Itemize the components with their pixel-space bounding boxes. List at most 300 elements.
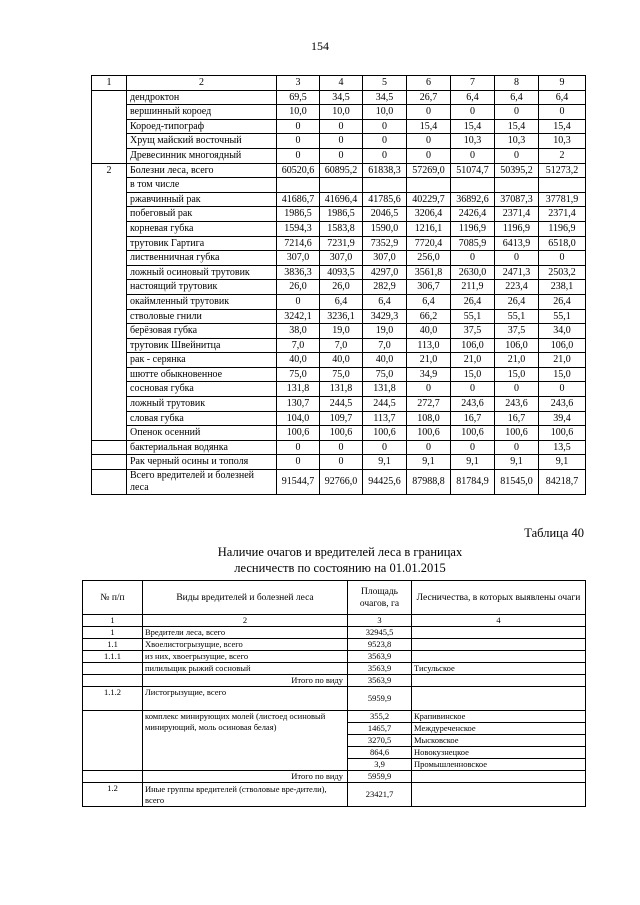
row-area: 5959,9 <box>348 687 412 711</box>
table-row <box>92 338 586 353</box>
row-value: 0 <box>495 105 539 120</box>
row-value: 0 <box>451 251 495 266</box>
row-value: 10,3 <box>495 134 539 149</box>
row-value: 7720,4 <box>407 236 451 251</box>
row-value: 41686,7 <box>277 192 320 207</box>
table-row <box>92 470 586 495</box>
row-value: 244,5 <box>363 397 407 412</box>
row-value: 9,1 <box>451 455 495 470</box>
table-header-row <box>83 581 586 615</box>
row-value: 51273,2 <box>539 163 586 178</box>
row-value: 26,0 <box>320 280 363 295</box>
row-value: 0 <box>407 134 451 149</box>
row-value: 100,6 <box>320 426 363 441</box>
table-cell: 1 <box>83 615 143 627</box>
row-label: словая губка <box>127 411 277 426</box>
row-value: 0 <box>451 148 495 163</box>
row-value: 4297,0 <box>363 265 407 280</box>
row-value: 15,0 <box>451 367 495 382</box>
row-value: 60520,6 <box>277 163 320 178</box>
row-forestry: Новокузнецкое <box>412 747 586 759</box>
row-value: 100,6 <box>539 426 586 441</box>
row-value: 0 <box>539 105 586 120</box>
row-value: 38,0 <box>277 324 320 339</box>
row-value <box>320 178 363 193</box>
row-value: 3242,1 <box>277 309 320 324</box>
row-value: 69,5 <box>277 90 320 105</box>
row-value: 13,5 <box>539 440 586 455</box>
table-row <box>92 251 586 266</box>
row-number: 1.2 <box>83 783 143 807</box>
row-value: 100,6 <box>277 426 320 441</box>
row-area: 32945,5 <box>348 627 412 639</box>
row-value: 55,1 <box>451 309 495 324</box>
row-value: 108,0 <box>407 411 451 426</box>
row-value: 0 <box>451 440 495 455</box>
table-row <box>92 119 586 134</box>
row-value: 0 <box>320 148 363 163</box>
row-value <box>363 178 407 193</box>
row-value: 0 <box>495 382 539 397</box>
row-value: 37,5 <box>495 324 539 339</box>
row-value: 0 <box>407 382 451 397</box>
row-value: 55,1 <box>539 309 586 324</box>
row-label: окаймленный трутовик <box>127 294 277 309</box>
table-row <box>92 309 586 324</box>
row-value: 244,5 <box>320 397 363 412</box>
table-row <box>92 90 586 105</box>
row-value: 10,3 <box>451 134 495 149</box>
table-row <box>92 294 586 309</box>
row-label: ржавчинный рак <box>127 192 277 207</box>
row-value: 50395,2 <box>495 163 539 178</box>
row-value: 6,4 <box>407 294 451 309</box>
header-cell: 1 <box>92 76 127 91</box>
row-label: трутовик Швейнитца <box>127 338 277 353</box>
table-row <box>92 280 586 295</box>
row-value: 0 <box>407 440 451 455</box>
header-area: Площадь очагов, га <box>348 581 412 615</box>
row-value: 6,4 <box>363 294 407 309</box>
row-value: 40229,7 <box>407 192 451 207</box>
table-row <box>92 148 586 163</box>
row-area: 3,9 <box>348 759 412 771</box>
row-value: 0 <box>320 134 363 149</box>
row-value: 0 <box>539 251 586 266</box>
row-value: 113,0 <box>407 338 451 353</box>
header-cell: 4 <box>320 76 363 91</box>
row-value: 3429,3 <box>363 309 407 324</box>
row-value: 10,0 <box>320 105 363 120</box>
row-value: 0 <box>320 455 363 470</box>
row-value: 15,4 <box>495 119 539 134</box>
row-number: 1.1.1 <box>83 651 143 663</box>
row-value: 36892,6 <box>451 192 495 207</box>
row-area: 3563,9 <box>348 675 412 687</box>
table-row <box>92 411 586 426</box>
row-value: 6,4 <box>320 294 363 309</box>
row-forestry <box>412 639 586 651</box>
row-value: 131,8 <box>277 382 320 397</box>
row-label: Короед-типограф <box>127 119 277 134</box>
group-index <box>92 440 127 455</box>
row-value: 307,0 <box>363 251 407 266</box>
row-value: 15,0 <box>495 367 539 382</box>
table-title-line1: Наличие очагов и вредителей леса в границах <box>217 545 463 559</box>
row-value: 37,5 <box>451 324 495 339</box>
row-value: 61838,3 <box>363 163 407 178</box>
row-value: 100,6 <box>451 426 495 441</box>
row-label: побеговый рак <box>127 207 277 222</box>
row-area: 23421,7 <box>348 783 412 807</box>
row-label: вершинный корoед <box>127 105 277 120</box>
row-label: Болезни леса, всего <box>127 163 277 178</box>
row-name: пилильщик рыжий сосновый <box>143 663 348 675</box>
row-value: 60895,2 <box>320 163 363 178</box>
row-value: 55,1 <box>495 309 539 324</box>
table-row <box>92 455 586 470</box>
row-name: Иные группы вредителей (стволовые вре-дители), всего <box>143 783 348 807</box>
row-value: 238,1 <box>539 280 586 295</box>
row-value: 272,7 <box>407 397 451 412</box>
row-value: 19,0 <box>363 324 407 339</box>
page-number: 154 <box>311 39 329 53</box>
group-index <box>92 455 127 470</box>
row-value: 26,4 <box>495 294 539 309</box>
row-forestry <box>412 783 586 807</box>
row-value <box>451 178 495 193</box>
header-num: № п/п <box>83 581 143 615</box>
row-value: 0 <box>277 148 320 163</box>
row-value: 2503,2 <box>539 265 586 280</box>
row-label: в том числе <box>127 178 277 193</box>
table-caption: Таблица 40 <box>524 526 584 540</box>
row-value: 4093,5 <box>320 265 363 280</box>
table-row <box>92 426 586 441</box>
row-label: дендроктон <box>127 90 277 105</box>
row-label: рак - серянка <box>127 353 277 368</box>
header-cell: 9 <box>539 76 586 91</box>
table-cell: 3 <box>348 615 412 627</box>
table-row <box>92 236 586 251</box>
row-value: 26,4 <box>539 294 586 309</box>
table-row <box>92 324 586 339</box>
row-label: Опенок осенний <box>127 426 277 441</box>
row-value: 0 <box>363 440 407 455</box>
row-value: 10,3 <box>539 134 586 149</box>
header-cell: 7 <box>451 76 495 91</box>
table-row <box>83 675 586 687</box>
row-value: 40,0 <box>407 324 451 339</box>
table-row <box>83 771 586 783</box>
row-value: 211,9 <box>451 280 495 295</box>
row-number <box>83 663 143 675</box>
row-value: 2046,5 <box>363 207 407 222</box>
row-value: 131,8 <box>320 382 363 397</box>
row-value: 26,7 <box>407 90 451 105</box>
group-index: 2 <box>92 163 127 440</box>
row-value: 256,0 <box>407 251 451 266</box>
row-label: шютте обыкновенное <box>127 367 277 382</box>
row-value: 3561,8 <box>407 265 451 280</box>
row-value: 100,6 <box>495 426 539 441</box>
row-value: 2371,4 <box>539 207 586 222</box>
row-value: 9,1 <box>539 455 586 470</box>
row-value: 15,4 <box>451 119 495 134</box>
row-value: 7085,9 <box>451 236 495 251</box>
row-value: 6,4 <box>539 90 586 105</box>
row-value: 0 <box>539 382 586 397</box>
row-area: 3563,9 <box>348 651 412 663</box>
row-name: Вредители леса, всего <box>143 627 348 639</box>
row-forestry: Промышленновское <box>412 759 586 771</box>
table-row <box>83 615 586 627</box>
group-index <box>92 470 127 495</box>
row-label: сосновая губка <box>127 382 277 397</box>
subtotal-label: Итого по виду <box>143 771 348 783</box>
row-label: берёзовая губка <box>127 324 277 339</box>
row-value: 0 <box>451 382 495 397</box>
row-value: 15,4 <box>539 119 586 134</box>
row-value: 75,0 <box>320 367 363 382</box>
row-value: 6,4 <box>495 90 539 105</box>
row-value: 10,0 <box>363 105 407 120</box>
row-value <box>407 178 451 193</box>
row-value: 1196,9 <box>495 221 539 236</box>
row-value: 0 <box>277 440 320 455</box>
row-value: 21,0 <box>495 353 539 368</box>
row-value: 106,0 <box>495 338 539 353</box>
row-label: ложный осиновый трутовик <box>127 265 277 280</box>
row-name: Хвоелистогрызущие, всего <box>143 639 348 651</box>
row-value: 40,0 <box>320 353 363 368</box>
row-value: 100,6 <box>407 426 451 441</box>
row-name: из них, хвоегрызущие, всего <box>143 651 348 663</box>
total-label: Всего вредителей и болезней леса <box>127 470 277 495</box>
table-row <box>83 651 586 663</box>
table-row <box>92 382 586 397</box>
row-value: 51074,7 <box>451 163 495 178</box>
table-row <box>83 687 586 711</box>
complex-name: комплекс минирующих молей (листоед осиновый минирующий, моль осиновая белая) <box>143 711 348 771</box>
row-value: 104,0 <box>277 411 320 426</box>
row-value: 7,0 <box>363 338 407 353</box>
table-row <box>83 783 586 807</box>
row-value: 1594,3 <box>277 221 320 236</box>
row-area: 9523,8 <box>348 639 412 651</box>
row-value: 40,0 <box>277 353 320 368</box>
row-label: ложный трутовик <box>127 397 277 412</box>
row-value: 34,5 <box>320 90 363 105</box>
row-value <box>495 178 539 193</box>
row-value: 7231,9 <box>320 236 363 251</box>
row-value: 307,0 <box>277 251 320 266</box>
table-row <box>92 221 586 236</box>
row-value: 243,6 <box>451 397 495 412</box>
row-value: 1196,9 <box>451 221 495 236</box>
row-value: 57269,0 <box>407 163 451 178</box>
row-value: 2630,0 <box>451 265 495 280</box>
row-value: 39,4 <box>539 411 586 426</box>
row-value: 0 <box>363 119 407 134</box>
row-value: 1986,5 <box>277 207 320 222</box>
row-value: 2 <box>539 148 586 163</box>
table-row <box>83 627 586 639</box>
pests-diseases-table <box>91 75 586 495</box>
row-value: 1986,5 <box>320 207 363 222</box>
row-value: 16,7 <box>495 411 539 426</box>
row-value: 9,1 <box>495 455 539 470</box>
row-value: 34,5 <box>363 90 407 105</box>
table-row <box>92 353 586 368</box>
row-label: Древесинник многоядный <box>127 148 277 163</box>
row-forestry: Междуреченское <box>412 723 586 735</box>
row-value: 6,4 <box>451 90 495 105</box>
row-value: 0 <box>277 134 320 149</box>
row-forestry: Крапивинское <box>412 711 586 723</box>
row-value: 34,9 <box>407 367 451 382</box>
row-value: 7,0 <box>320 338 363 353</box>
row-area: 864,6 <box>348 747 412 759</box>
row-value: 307,0 <box>320 251 363 266</box>
row-value: 109,7 <box>320 411 363 426</box>
row-value: 0 <box>495 148 539 163</box>
row-value: 3836,3 <box>277 265 320 280</box>
row-value: 130,7 <box>277 397 320 412</box>
row-value: 113,7 <box>363 411 407 426</box>
row-forestry <box>412 771 586 783</box>
row-number: 1 <box>83 627 143 639</box>
row-value: 37087,3 <box>495 192 539 207</box>
row-value: 2371,4 <box>495 207 539 222</box>
row-value: 0 <box>407 105 451 120</box>
row-value: 3236,1 <box>320 309 363 324</box>
row-label: Хрущ майский восточный <box>127 134 277 149</box>
row-forestry <box>412 627 586 639</box>
total-value: 94425,6 <box>363 470 407 495</box>
header-forestries: Лесничества, в которых выявлены очаги <box>412 581 586 615</box>
row-value: 100,6 <box>363 426 407 441</box>
row-value: 0 <box>451 105 495 120</box>
row-value: 41696,4 <box>320 192 363 207</box>
table-row <box>92 178 586 193</box>
row-area: 5959,9 <box>348 771 412 783</box>
row-value: 34,0 <box>539 324 586 339</box>
total-value: 92766,0 <box>320 470 363 495</box>
header-species: Виды вредителей и болезней леса <box>143 581 348 615</box>
row-area: 3563,9 <box>348 663 412 675</box>
table-row <box>92 134 586 149</box>
row-number <box>83 675 143 687</box>
row-value: 282,9 <box>363 280 407 295</box>
total-value: 87988,8 <box>407 470 451 495</box>
row-label: стволовые гнили <box>127 309 277 324</box>
row-value: 16,7 <box>451 411 495 426</box>
row-value: 6518,0 <box>539 236 586 251</box>
row-value: 21,0 <box>539 353 586 368</box>
row-forestry: Тисульское <box>412 663 586 675</box>
row-value: 0 <box>495 251 539 266</box>
row-value: 1583,8 <box>320 221 363 236</box>
table-header-row <box>92 76 586 91</box>
row-value: 9,1 <box>363 455 407 470</box>
row-value: 21,0 <box>407 353 451 368</box>
row-number <box>83 711 143 771</box>
row-value: 75,0 <box>363 367 407 382</box>
table-row <box>92 163 586 178</box>
table-row <box>83 663 586 675</box>
row-label: настоящий трутовик <box>127 280 277 295</box>
row-value: 9,1 <box>407 455 451 470</box>
row-value: 6413,9 <box>495 236 539 251</box>
row-value: 106,0 <box>451 338 495 353</box>
row-value: 21,0 <box>451 353 495 368</box>
total-value: 81545,0 <box>495 470 539 495</box>
table-row <box>92 207 586 222</box>
table-row <box>92 265 586 280</box>
table-cell: 2 <box>143 615 348 627</box>
row-value: 1590,0 <box>363 221 407 236</box>
table-row <box>92 192 586 207</box>
total-value: 84218,7 <box>539 470 586 495</box>
row-value <box>277 178 320 193</box>
row-value: 0 <box>495 440 539 455</box>
row-name: Листогрызущие, всего <box>143 687 348 711</box>
row-value: 7352,9 <box>363 236 407 251</box>
row-value: 0 <box>363 134 407 149</box>
row-label: бактериальная водянка <box>127 440 277 455</box>
row-value: 0 <box>320 440 363 455</box>
table-cell: 4 <box>412 615 586 627</box>
row-value: 0 <box>277 119 320 134</box>
row-value: 1216,1 <box>407 221 451 236</box>
row-area: 3270,5 <box>348 735 412 747</box>
row-value: 19,0 <box>320 324 363 339</box>
foci-table <box>82 580 586 807</box>
row-value: 7,0 <box>277 338 320 353</box>
row-value: 2471,3 <box>495 265 539 280</box>
row-value: 243,6 <box>539 397 586 412</box>
row-value: 0 <box>277 294 320 309</box>
row-value: 106,0 <box>539 338 586 353</box>
header-cell: 6 <box>407 76 451 91</box>
row-value: 3206,4 <box>407 207 451 222</box>
row-value: 1196,9 <box>539 221 586 236</box>
row-value: 75,0 <box>277 367 320 382</box>
table-title-line2: лесничеств по состоянию на 01.01.2015 <box>234 561 446 575</box>
header-cell: 2 <box>127 76 277 91</box>
table-row <box>83 711 586 723</box>
row-number: 1.1.2 <box>83 687 143 711</box>
row-value: 10,0 <box>277 105 320 120</box>
total-value: 91544,7 <box>277 470 320 495</box>
row-value: 0 <box>407 148 451 163</box>
row-value: 243,6 <box>495 397 539 412</box>
table-row <box>92 397 586 412</box>
row-value: 26,0 <box>277 280 320 295</box>
row-value: 26,4 <box>451 294 495 309</box>
row-value: 0 <box>363 148 407 163</box>
row-value <box>539 178 586 193</box>
row-label: лиственничная губка <box>127 251 277 266</box>
row-value: 2426,4 <box>451 207 495 222</box>
row-forestry <box>412 687 586 711</box>
row-number <box>83 771 143 783</box>
row-number: 1.1 <box>83 639 143 651</box>
row-value: 306,7 <box>407 280 451 295</box>
row-value: 0 <box>277 455 320 470</box>
row-value: 7214,6 <box>277 236 320 251</box>
